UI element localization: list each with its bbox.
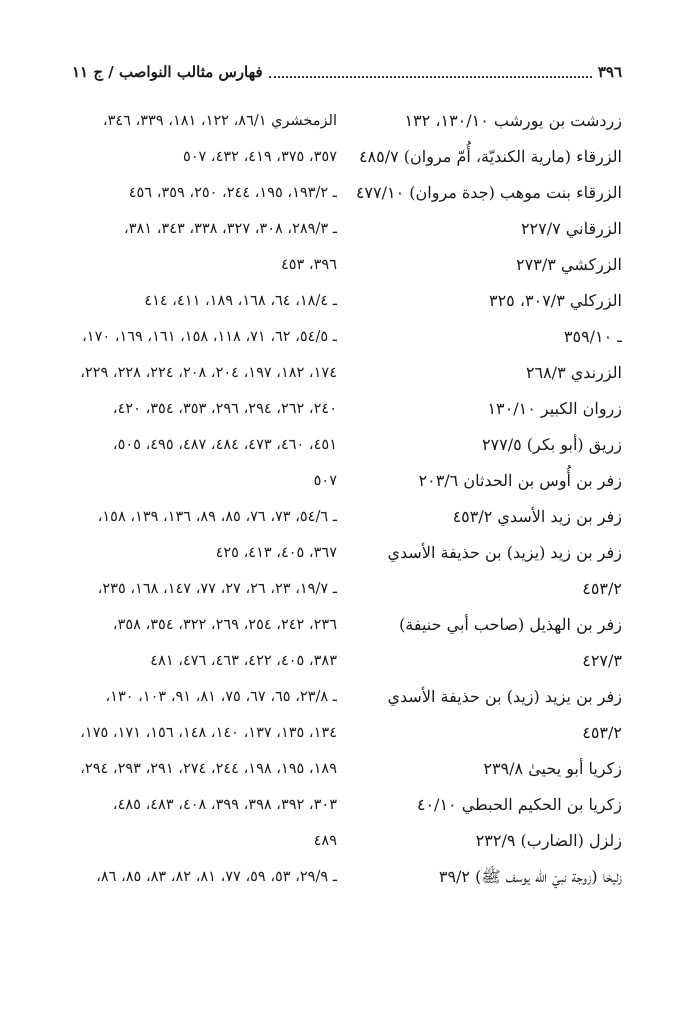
index-entry-line: الزركشي ٢٧٣/٣	[516, 255, 622, 274]
index-entry-line: ٤٥٣/٢	[582, 723, 622, 742]
index-entry-line: ـ ١٩/٧، ٢٣، ٢٦، ٢٧، ٧٧، ١٤٧، ١٦٨، ٢٣٥،	[97, 581, 337, 597]
index-entry-line: ٣٩٦، ٤٥٣	[280, 257, 337, 273]
index-entry-line: ـ ٢٨٩/٣، ٣٠٨، ٣٢٧، ٣٣٨، ٣٤٣، ٣٨١،	[124, 221, 337, 237]
index-entry-line: الزمخشري ٨٦/١، ١٢٢، ١٨١، ٣٣٩، ٣٤٦،	[102, 113, 337, 129]
index-entry-line: ١٣٤، ١٣٥، ١٣٧، ١٤٠، ١٤٨، ١٥٦، ١٧١، ١٧٥،	[80, 725, 337, 741]
index-entry-line: ـ ٥٤/٦، ٧٣، ٧٦، ٨٥، ٨٩، ١٣٦، ١٣٩، ١٥٨،	[97, 509, 337, 525]
index-entry-line: ٣٥٧، ٣٧٥، ٤١٩، ٤٣٢، ٥٠٧	[182, 149, 337, 165]
index-entry-line: زفر بن زيد الأسدي ٤٥٣/٢	[452, 507, 622, 526]
index-entry-line: زفر بن يزيد (زيد) بن حذيفة الأسدي	[387, 687, 622, 706]
index-entry-line: ٤٥٣/٢	[582, 579, 622, 598]
running-title: فهارس مثالب النواصب / ج ١١	[72, 63, 263, 81]
index-column-left	[60, 103, 337, 895]
index-entry-line: زردشت بن يورشب ١٣٠/١٠، ١٣٢	[404, 111, 622, 130]
index-entry-line: ٣٦٧، ٤٠٥، ٤١٣، ٤٢٥	[215, 545, 337, 561]
index-entry-line: زفر بن أُوس بن الحدثان ٢٠٣/٦	[418, 471, 622, 490]
index-entry-line: زكريا أبو يحيىٰ ٢٣٩/٨	[483, 759, 622, 778]
running-header	[72, 58, 622, 86]
index-entry-line: ٣٠٣، ٣٩٢، ٣٩٨، ٣٩٩، ٤٠٨، ٤٨٣، ٤٨٥،	[112, 797, 337, 813]
index-entry-line: ٢٤٠، ٢٦٢، ٢٩٤، ٢٩٦، ٣٥٣، ٣٥٤، ٤٢٠،	[112, 401, 337, 417]
index-entry-line: ٤٢٧/٣	[582, 651, 622, 670]
index-entry-line: الزرقاء بنت موهب (جدة مروان) ٤٧٧/١٠	[355, 183, 622, 202]
index-entry-line: ـ ٢٩/٩، ٥٣، ٥٩، ٧٧، ٨١، ٨٢، ٨٣، ٨٥، ٨٦،	[96, 869, 337, 885]
dotted-leader	[269, 76, 592, 78]
index-entry-line: ـ ٣٥٩/١٠	[563, 327, 622, 346]
index-entry-line: ٢٣٦، ٢٤٢، ٢٥٤، ٢٦٩، ٣٢٢، ٣٥٤، ٣٥٨،	[112, 617, 337, 633]
index-entry-line: ٤٨٩	[313, 833, 337, 849]
index-entry-line: زروان الكبير ١٣٠/١٠	[487, 399, 622, 418]
index-entry-line: زلزل (الضارب) ٢٣٢/٩	[475, 831, 622, 850]
index-entry-line: ٣٨٣، ٤٠٥، ٤٢٢، ٤٦٣، ٤٧٦، ٤٨١	[150, 653, 337, 669]
index-entry-line: الزرقاني ٢٢٧/٧	[520, 219, 622, 238]
index-entry-line: الزرندي ٢٦٨/٣	[525, 363, 622, 382]
index-entry-line: زليخا (زوجة نبيّ الله يوسف ﷺ) ٣٩/٢	[438, 867, 622, 886]
index-entry-line: ـ ١٩٣/٢، ١٩٥، ٢٤٤، ٢٥٠، ٣٥٩، ٤٥٦	[128, 185, 337, 201]
index-entry-line: ـ ١٨/٤، ٦٤، ١٦٨، ١٨٩، ٤١١، ٤١٤	[144, 293, 337, 309]
index-entry-line: زفر بن الهذيل (صاحب أبي حنيفة)	[399, 615, 622, 634]
index-column-right	[345, 103, 622, 895]
index-entry-line: زكريا بن الحكيم الحبطي ٤٠/١٠	[416, 795, 622, 814]
index-entry-line: زريق (أبو بكر) ٢٧٧/٥	[481, 435, 622, 454]
index-entry-line: الزركلي ٣٠٧/٣، ٣٢٥	[488, 291, 622, 310]
page-number: ٣٩٦	[597, 63, 622, 81]
index-entry-line: ـ ٥٤/٥، ٦٢، ٧١، ١١٨، ١٥٨، ١٦١، ١٦٩، ١٧٠،	[82, 329, 337, 345]
index-entry-line: زفر بن زيد (يزيد) بن حذيفة الأسدي	[387, 543, 622, 562]
index-entry-line: ٤٥١، ٤٦٠، ٤٧٣، ٤٨٤، ٤٨٧، ٤٩٥، ٥٠٥،	[112, 437, 337, 453]
index-entry-line: ١٨٩، ١٩٥، ١٩٨، ٢٤٤، ٢٧٤، ٢٩١، ٢٩٣، ٢٩٤،	[80, 761, 337, 777]
index-entry-line: ١٧٤، ١٨٢، ١٩٧، ٢٠٤، ٢٠٨، ٢٢٤، ٢٢٨، ٢٢٩،	[80, 365, 337, 381]
index-entry-line: الزرقاء (مارية الكنديّة، أُمّ مروان) ٤٨٥/٧	[358, 147, 622, 166]
index-entry-line: ـ ٢٣/٨، ٦٥، ٦٧، ٧٥، ٨١، ٩١، ١٠٣، ١٣٠،	[105, 689, 337, 705]
index-entry-line: ٥٠٧	[313, 473, 337, 489]
